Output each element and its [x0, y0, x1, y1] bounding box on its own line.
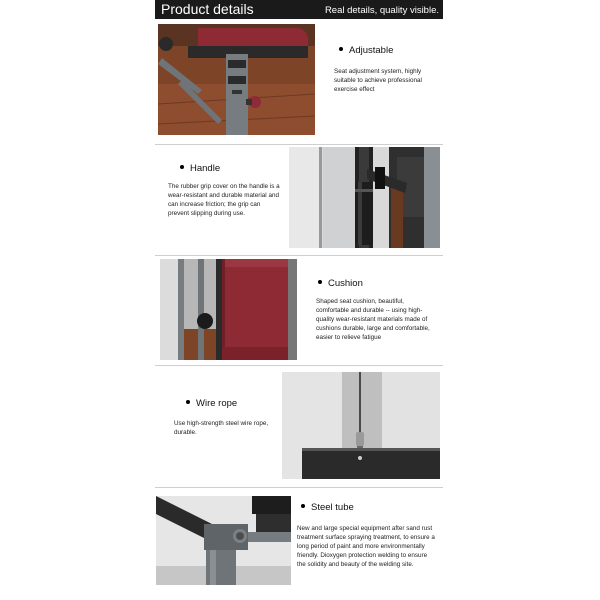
handle-grip-photo — [289, 147, 440, 248]
feature-title-adjustable: Adjustable — [339, 45, 393, 56]
section-divider — [155, 255, 443, 256]
header-tagline: Real details, quality visible. — [324, 5, 439, 16]
feature-desc-cushion: Shaped seat cushion, beautiful, comfortable and durable -- using high-quality wear-resistant materials made of cushions durable, large and comfortable, easier to relieve fatigue — [316, 298, 430, 341]
feature-desc-steel-tube: New and large special equipment after sand rust treatment surface spraying treatment, to ensure a long period of paint and more environmentally friendly. Dioxygen protection welding to ensure the solidity and beauty of the welding site. — [297, 525, 435, 568]
section-divider — [155, 365, 443, 366]
bullet-icon — [339, 47, 343, 51]
header-title: Product details — [161, 1, 254, 17]
feature-desc-adjustable: Seat adjustment system, highly suitable to achieve professional exercise effect — [334, 68, 422, 93]
feature-title-wire-rope: Wire rope — [186, 398, 237, 409]
feature-desc-wire-rope: Use high-strength steel wire rope, durable. — [174, 420, 269, 436]
section-divider — [155, 144, 443, 145]
bullet-icon — [318, 280, 322, 284]
feature-title-cushion: Cushion — [318, 278, 363, 289]
bullet-icon — [180, 165, 184, 169]
product-details-header — [155, 0, 443, 19]
adjustable-seat-photo — [158, 24, 315, 135]
feature-title-steel-tube: Steel tube — [301, 502, 354, 513]
cushion-photo — [160, 259, 297, 360]
bullet-icon — [186, 400, 190, 404]
steel-tube-photo — [156, 496, 291, 585]
wire-rope-photo — [282, 372, 440, 479]
feature-title-handle: Handle — [180, 163, 220, 174]
section-divider — [155, 487, 443, 488]
bullet-icon — [301, 504, 305, 508]
feature-desc-handle: The rubber grip cover on the handle is a wear-resistant and durable material and can increase friction; the grip can prevent slipping during use. — [168, 183, 280, 217]
